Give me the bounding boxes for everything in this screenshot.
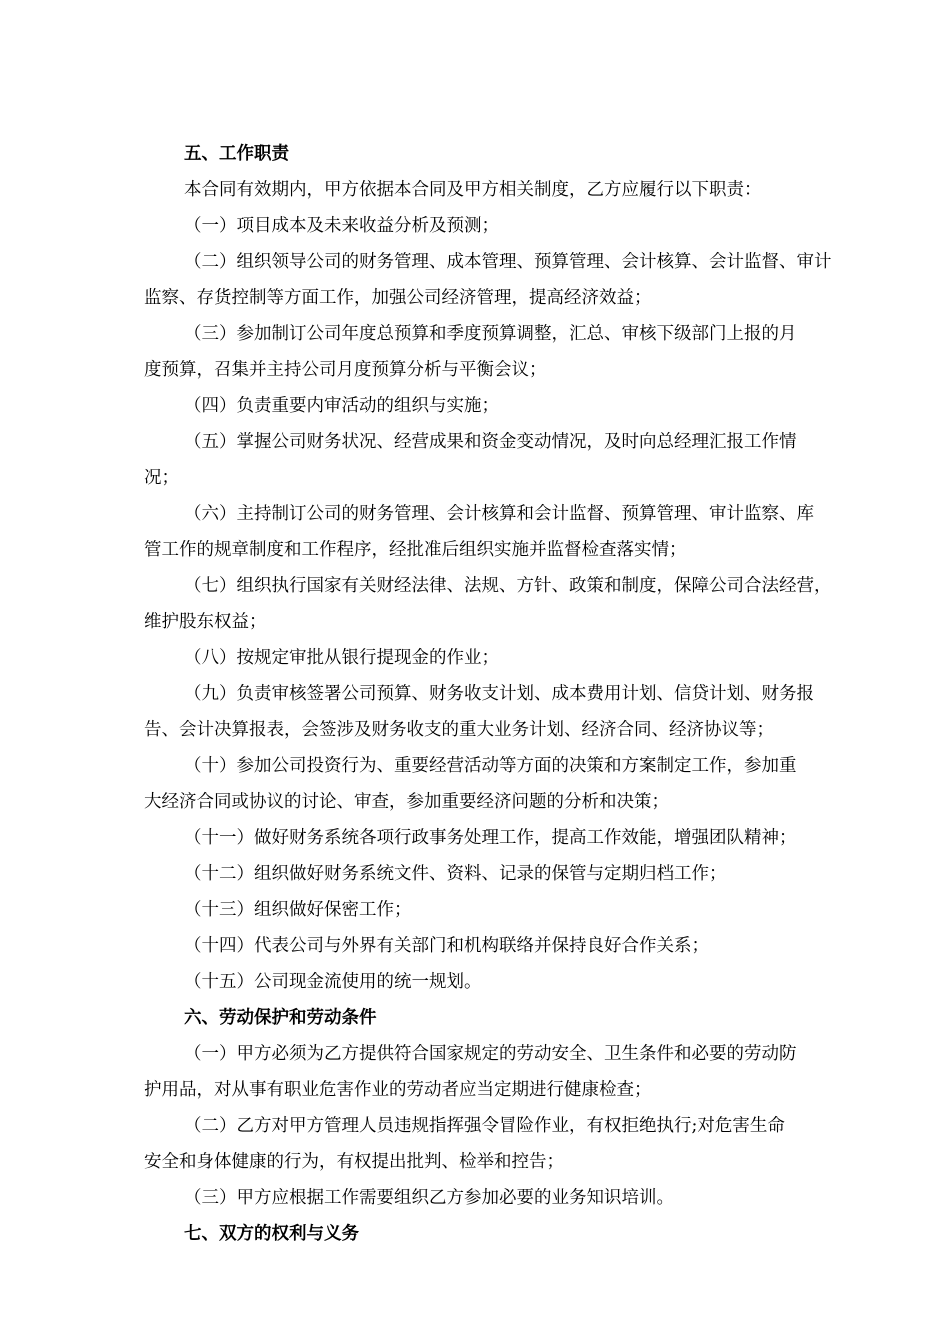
- document-page: [144, 136, 844, 1252]
- duty-item-3: （三）参加制订公司年度总预算和季度预算调整，汇总、审核下级部门上报的月: [184, 324, 797, 344]
- section-6-heading: 六、劳动保护和劳动条件: [184, 1008, 377, 1028]
- duty-item-10: （十）参加公司投资行为、重要经营活动等方面的决策和方案制定工作，参加重: [184, 756, 797, 776]
- duty-item-5: （五）掌握公司财务状况、经营成果和资金变动情况，及时向总经理汇报工作情: [184, 432, 797, 452]
- section-7-heading: 七、双方的权利与义务: [184, 1224, 359, 1244]
- duty-item-11: （十一）做好财务系统各项行政事务处理工作，提高工作效能，增强团队精神；: [184, 828, 797, 848]
- duty-item-6: （六）主持制订公司的财务管理、会计核算和会计监督、预算管理、审计监察、库: [184, 504, 814, 524]
- duty-item-9-cont: 告、会计决算报表，会签涉及财务收支的重大业务计划、经济合同、经济协议等；: [144, 720, 774, 740]
- protection-item-1: （一）甲方必须为乙方提供符合国家规定的劳动安全、卫生条件和必要的劳动防: [184, 1044, 797, 1064]
- section-6-list: [144, 1036, 844, 1216]
- duty-item-3-cont: 度预算，召集并主持公司月度预算分析与平衡会议；: [144, 360, 547, 380]
- duty-item-7: （七）组织执行国家有关财经法律、法规、方针、政策和制度，保障公司合法经营，: [184, 576, 832, 596]
- duty-item-2-cont: 监察、存货控制等方面工作，加强公司经济管理，提高经济效益；: [144, 288, 652, 308]
- protection-item-2: （二）乙方对甲方管理人员违规指挥强令冒险作业，有权拒绝执行;对危害生命: [184, 1116, 785, 1136]
- protection-item-3: （三）甲方应根据工作需要组织乙方参加必要的业务知识培训。: [184, 1188, 674, 1208]
- duty-item-5-cont: 况；: [144, 468, 179, 488]
- protection-item-2-cont: 安全和身体健康的行为，有权提出批判、检举和控告；: [144, 1152, 564, 1172]
- duty-item-6-cont: 管工作的规章制度和工作程序，经批准后组织实施并监督检查落实情；: [144, 540, 687, 560]
- section-5-intro: 本合同有效期内，甲方依据本合同及甲方相关制度，乙方应履行以下职责：: [184, 180, 762, 200]
- duty-item-8: （八）按规定审批从银行提现金的作业；: [184, 648, 499, 668]
- duty-item-13: （十三）组织做好保密工作；: [184, 900, 412, 920]
- section-5-heading: 五、工作职责: [184, 144, 289, 164]
- duty-item-1: （一）项目成本及未来收益分析及预测；: [184, 216, 499, 236]
- duty-item-12: （十二）组织做好财务系统文件、资料、记录的保管与定期归档工作；: [184, 864, 727, 884]
- duty-item-10-cont: 大经济合同或协议的讨论、审查，参加重要经济问题的分析和决策；: [144, 792, 669, 812]
- section-5-list: [144, 208, 844, 1000]
- duty-item-4: （四）负责重要内审活动的组织与实施；: [184, 396, 499, 416]
- protection-item-1-cont: 护用品，对从事有职业危害作业的劳动者应当定期进行健康检查；: [144, 1080, 652, 1100]
- duty-item-9: （九）负责审核签署公司预算、财务收支计划、成本费用计划、信贷计划、财务报: [184, 684, 814, 704]
- duty-item-15: （十五）公司现金流使用的统一规划。: [184, 972, 482, 992]
- duty-item-7-cont: 维护股东权益；: [144, 612, 267, 632]
- duty-item-2: （二）组织领导公司的财务管理、成本管理、预算管理、会计核算、会计监督、审计: [184, 252, 832, 272]
- duty-item-14: （十四）代表公司与外界有关部门和机构联络并保持良好合作关系；: [184, 936, 709, 956]
